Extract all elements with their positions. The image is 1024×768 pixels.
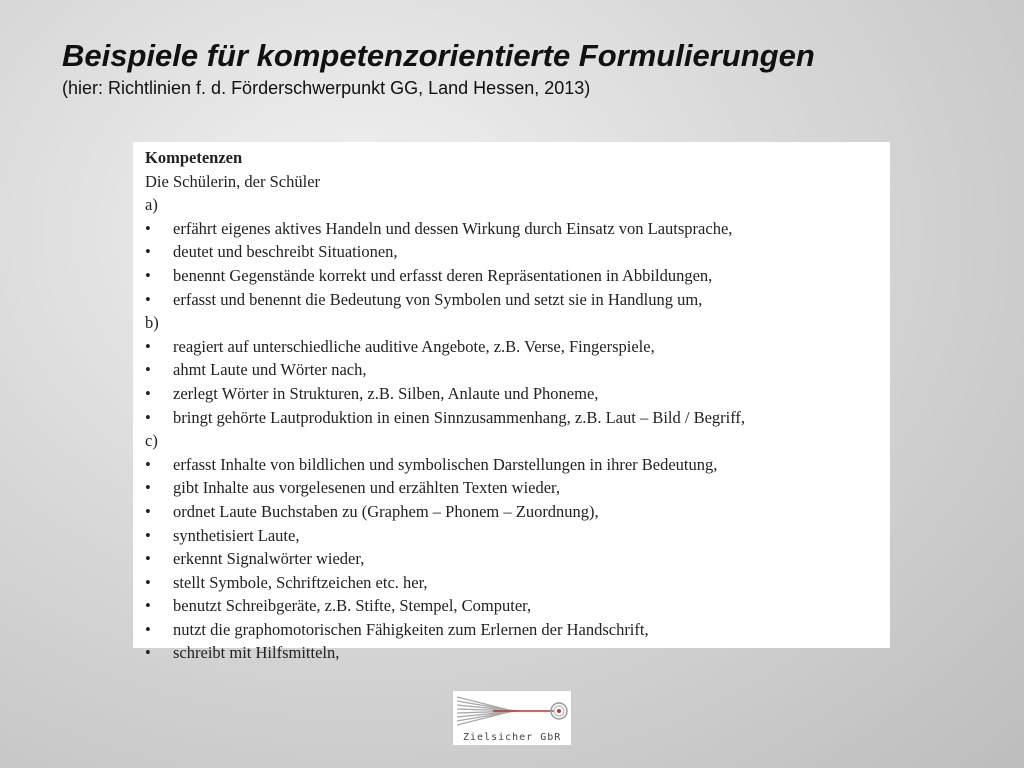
competence-item <box>145 358 880 382</box>
competence-text: synthetisiert Laute, <box>173 525 300 545</box>
group-label: c) <box>145 431 158 451</box>
bullet-icon: • <box>145 478 151 498</box>
competence-text: benennt Gegenstände korrekt und erfasst deren Repräsentationen in Abbildungen, <box>173 265 713 285</box>
bullet-icon: • <box>145 289 151 309</box>
scanned-document <box>133 142 890 663</box>
competence-text: zerlegt Wörter in Strukturen, z.B. Silben, Anlaute und Phoneme, <box>173 383 599 403</box>
bullet-icon: • <box>145 596 151 616</box>
competence-item <box>145 524 880 548</box>
bullet-icon: • <box>145 525 151 545</box>
competence-list <box>145 335 880 429</box>
bullet-icon: • <box>145 336 151 356</box>
target-arrows-icon <box>453 691 571 731</box>
competence-item <box>145 618 880 642</box>
bullet-icon: • <box>145 242 151 262</box>
competence-item <box>145 476 880 500</box>
bullet-icon: • <box>145 407 151 427</box>
competence-item <box>145 240 880 264</box>
competence-list <box>145 453 880 665</box>
group-label: b) <box>145 313 159 333</box>
competence-text: erfährt eigenes aktives Handeln und dessen Wirkung durch Einsatz von Lautsprache, <box>173 218 733 238</box>
bullet-icon: • <box>145 454 151 474</box>
bullet-icon: • <box>145 619 151 639</box>
competence-item <box>145 547 880 571</box>
competence-item <box>145 571 880 595</box>
bullet-icon: • <box>145 265 151 285</box>
document-intro: Die Schülerin, der Schüler <box>145 171 321 191</box>
bullet-icon: • <box>145 218 151 238</box>
bullet-icon: • <box>145 501 151 521</box>
competence-item <box>145 453 880 477</box>
competence-text: erkennt Signalwörter wieder, <box>173 549 365 569</box>
competence-item <box>145 594 880 618</box>
competence-text: stellt Symbole, Schriftzeichen etc. her, <box>173 572 428 592</box>
competence-text: reagiert auf unterschiedliche auditive Angebote, z.B. Verse, Fingerspiele, <box>173 336 655 356</box>
competence-text: nutzt die graphomotorischen Fähigkeiten zum Erlernen der Handschrift, <box>173 619 649 639</box>
competence-item <box>145 264 880 288</box>
bullet-icon: • <box>145 549 151 569</box>
competence-item <box>145 335 880 359</box>
bullet-icon: • <box>145 383 151 403</box>
competence-item <box>145 406 880 430</box>
competence-text: erfasst Inhalte von bildlichen und symbolischen Darstellungen in ihrer Bedeutung, <box>173 454 718 474</box>
company-logo <box>452 690 572 746</box>
competence-text: benutzt Schreibgeräte, z.B. Stifte, Stempel, Computer, <box>173 596 532 616</box>
bullet-icon: • <box>145 360 151 380</box>
competence-text: deutet und beschreibt Situationen, <box>173 242 398 262</box>
competence-item <box>145 382 880 406</box>
competence-item <box>145 217 880 241</box>
competence-item <box>145 641 880 665</box>
competence-list <box>145 217 880 311</box>
competence-item <box>145 500 880 524</box>
bullet-icon: • <box>145 572 151 592</box>
group-label: a) <box>145 195 158 215</box>
slide-subtitle: (hier: Richtlinien f. d. Förderschwerpunkt GG, Land Hessen, 2013) <box>62 78 591 98</box>
competence-text: bringt gehörte Lautproduktion in einen Sinnzusammenhang, z.B. Laut – Bild / Begriff, <box>173 407 746 427</box>
competence-text: schreibt mit Hilfsmitteln, <box>173 643 340 663</box>
competence-text: gibt Inhalte aus vorgelesenen und erzählten Texten wieder, <box>173 478 561 498</box>
bullet-icon: • <box>145 643 151 663</box>
logo-text: Zielsicher GbR <box>463 732 562 743</box>
competence-text: ahmt Laute und Wörter nach, <box>173 360 367 380</box>
competence-text: ordnet Laute Buchstaben zu (Graphem – Phonem – Zuordnung), <box>173 501 599 521</box>
competence-item <box>145 288 880 312</box>
competence-groups <box>145 193 880 665</box>
competence-text: erfasst und benennt die Bedeutung von Symbolen und setzt sie in Handlung um, <box>173 289 703 309</box>
slide-title: Beispiele für kompetenzorientierte Formulierungen <box>62 38 815 73</box>
document-heading: Kompetenzen <box>145 148 243 167</box>
